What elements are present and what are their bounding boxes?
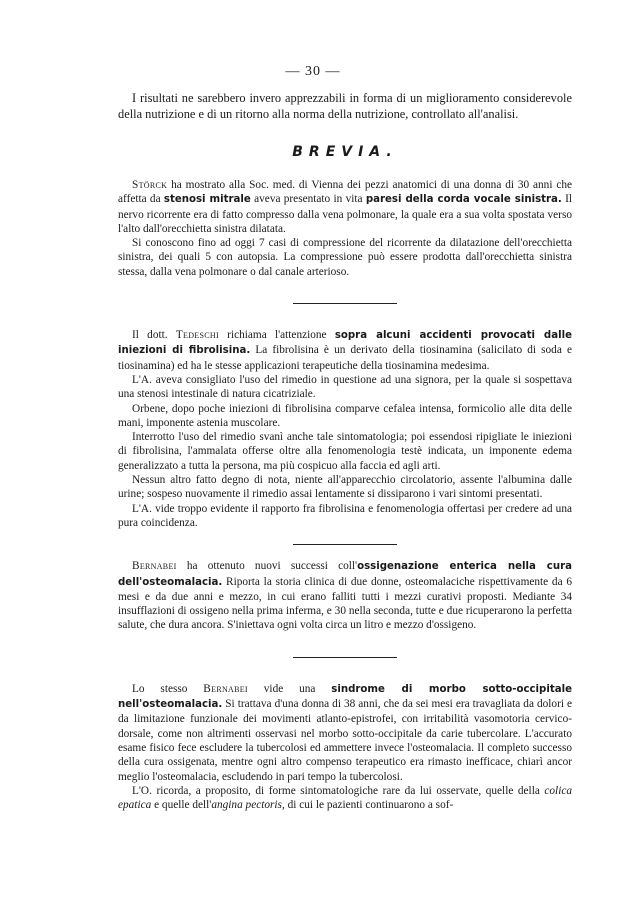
text: richiama l'attenzione [218, 329, 335, 342]
author-name: Bernabei [203, 682, 248, 695]
bold-term: stenosi mitrale [163, 194, 251, 206]
author-name: Tedeschi [175, 329, 219, 342]
paragraph [118, 328, 572, 373]
text: di cui le pazienti continuarono a sof- [284, 799, 454, 812]
paragraph: L'A. aveva consigliato l'uso del rimedio in questione ad una signora, per la quale si sospettava una stenosi intestinale di natura cicatriziale. [118, 373, 572, 401]
bold-term: sopra alcuni accidenti provocati dalle iniezioni di fibrolisina. [118, 330, 572, 357]
text: ha ottenuto nuovi successi coll' [176, 560, 358, 573]
text: Lo stesso [132, 682, 204, 695]
paragraph [118, 682, 572, 784]
text: ha mostrato alla Soc. med. di Vienna dei pezzi anatomici di una donna di 30 anni che affetta da [118, 179, 572, 206]
author-name: Störck [132, 179, 168, 191]
paragraph: Orbene, dopo poche iniezioni di fibrolisina comparve cefalea intensa, formicolio alle dita delle mani, imponente astenia muscolare. [118, 402, 572, 429]
article-body [118, 90, 572, 812]
italic-term: colica epatica [118, 784, 572, 812]
bold-term: ossigenazione enterica nella cura dell'osteomalacia. [118, 561, 572, 588]
paragraph [118, 784, 572, 813]
page-number: — 30 — [285, 64, 341, 79]
author-name: Bernabei [132, 560, 177, 573]
bold-term: paresi della corda vocale sinistra. [365, 194, 562, 206]
paragraph [118, 559, 572, 632]
paragraph: Interrotto l'uso del rimedio svanì anche tale sintomatologia; poi essendosi ripigliate le iniezioni di fibrolisina, l'ammalata offerse oltre alla fenomenologia testè indicata, un imponente edema generalizzato a tutta la persona, ma più cospicuo alla faccia ed agli arti. [118, 431, 572, 472]
text: Riporta la storia clinica di due donne, osteomalaciche rispettivamente da 6 mesi e da due anni e mezzo, in cui erano falliti tutti i mezzi curativi proposti. Mediante 34 insufflazioni di ossigeno nella prima inferma, e 30 nella seconda, tutte e due ricuperarono la perfetta salute, che dura ancora. S'iniettava ogni volta circa un litro e mezzo d'ossigeno. [118, 575, 572, 632]
paragraph: Si conoscono fino ad oggi 7 casi di compressione del ricorrente da dilatazione dell'orecchietta sinistra, dei quali 5 con autopsia. La compressione può essere prodotta dall'orecchietta sinistra stessa, dalla vena polmonare o dal canale arterioso. [118, 237, 572, 278]
text: Il dott. [132, 329, 176, 342]
text: Si trattava d'una donna di 38 anni, che da sei mesi era travagliata da dolori e da limitazione funzionale dei movimenti atlanto-epistrofei, con irritabilità vasomotoria cervico-dorsale, come non altrimenti osservasi nel morbo sotto-occipitale da carie tubercolare. L'accurato esame fisico fece escludere la tubercolosi ed ammettere invece l'osteomalacia. Il completo successo della cura ossigenata, mentre ogni altro compenso terapeutico era rimasto inefficace, chiarì ancor meglio l'osteomalacia, escludendo in pari tempo la tubercolosi. [118, 698, 572, 783]
bold-term: sindrome di morbo sotto-occipitale nell'osteomalacia. [118, 683, 572, 711]
text: e quelle dell' [151, 799, 212, 812]
text: L'O. ricorda, a proposito, di forme sintomatologiche rare da lui osservate, quelle della [132, 784, 545, 797]
text: vide una [247, 682, 332, 695]
text: Il nervo ricorrente era di fatto compresso dalla vena polmonare, la quale era a sua volta spostata verso l'alto dall'orecchietta sinistra dilatata. [118, 193, 572, 235]
paragraph: Nessun altro fatto degno di nota, niente all'apparecchio circolatorio, assente l'albumina dalle urine; sospeso nuovamente il rimedio assai lentamente si dissiparono i vari sintomi presentati. [118, 474, 572, 501]
paragraph [118, 178, 572, 236]
intro-paragraph: I risultati ne sarebbero invero apprezzabili in forma di un miglioramento considerevole della nutrizione e di un ritorno alla norma della nutrizione, controllato all'analisi. [118, 91, 572, 121]
italic-term: angina pectoris, [211, 799, 285, 812]
text: aveva presentato in vita [250, 193, 366, 206]
section-title: BREVIA. [292, 144, 398, 160]
paragraph: L'A. vide troppo evidente il rapporto fra fibrolisina e fenomenologia offertasi per credere ad una pura coincidenza. [118, 502, 572, 529]
text: La fibrolisina è un derivato della tiosinamina (salicilato di soda e tiosinamina) ed ha le stesse applicazioni terapeutiche della tiosinamina medesima. [118, 344, 572, 372]
